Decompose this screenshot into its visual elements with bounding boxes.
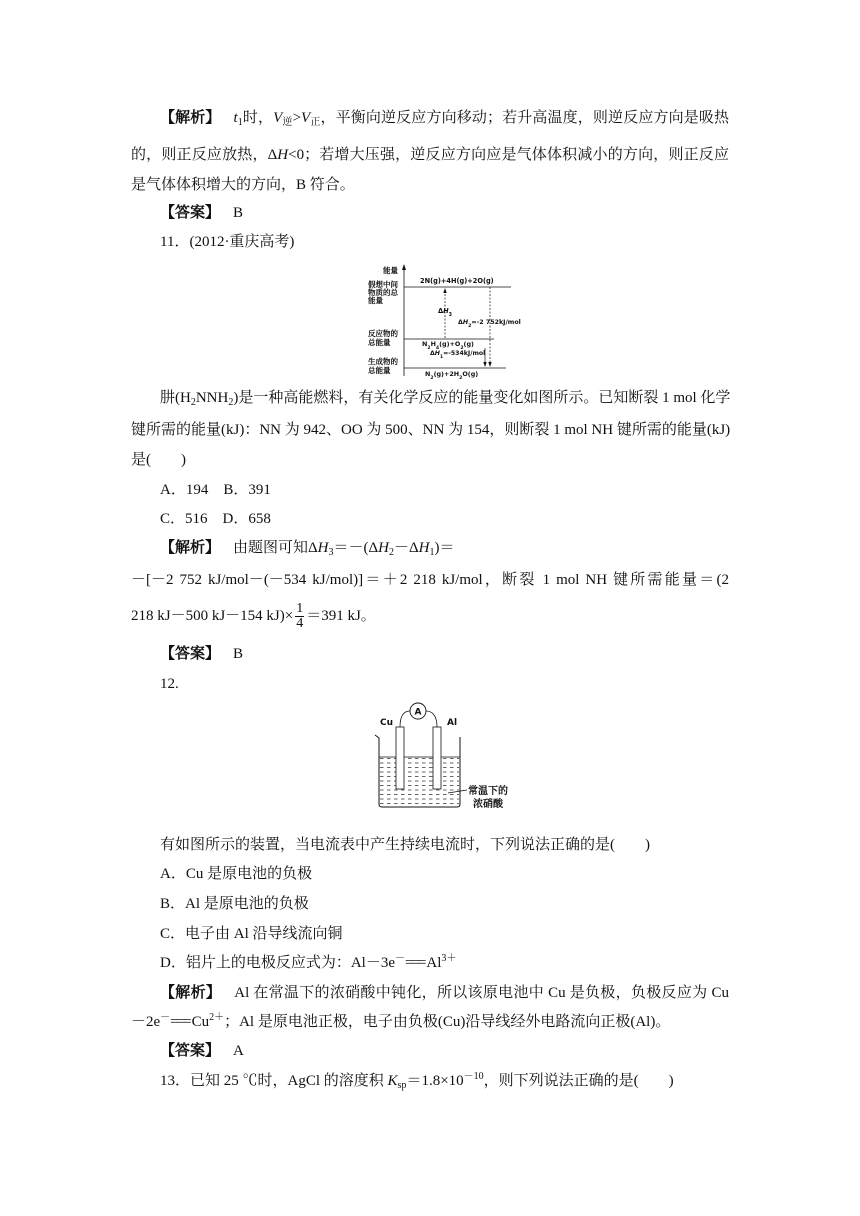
body-text: 是气体体积增大的方向，B 符合。 xyxy=(131,177,355,193)
body-text: －Δ xyxy=(394,540,419,556)
option-text: Al xyxy=(426,955,442,971)
intermediate-formula: 2N(g)+4H(g)+2O(g) xyxy=(420,277,494,285)
q11-stem-line-2 xyxy=(131,420,729,440)
dh1-label xyxy=(430,350,485,360)
subscript: 2 xyxy=(389,547,395,558)
q11-options-cd xyxy=(160,509,271,529)
body-text: > xyxy=(292,110,302,126)
q11-analysis-line-3 xyxy=(131,601,376,631)
body-text: ，平衡向逆反应方向移动；若升高温度，则逆反应方向是吸热 xyxy=(320,110,729,126)
aluminum-electrode xyxy=(433,727,441,789)
enthalpy-variable: H xyxy=(317,540,329,556)
galvanic-cell-diagram xyxy=(372,698,520,812)
q12-option-c xyxy=(160,924,343,944)
option-text: A．Cu 是原电池的负极 xyxy=(160,866,313,882)
option-text: A．194 B．391 xyxy=(160,482,271,498)
subscript: sp xyxy=(397,1080,407,1091)
subscript: 1 xyxy=(429,547,435,558)
delta-symbol: Δ xyxy=(438,307,444,315)
label-line: 生成物的 xyxy=(368,357,398,366)
q11-heading xyxy=(160,232,294,252)
ksp-variable: K xyxy=(387,1073,398,1089)
enthalpy-variable: H xyxy=(443,307,449,315)
q10-analysis-line-3 xyxy=(131,175,355,195)
label-line: 浓硝酸 xyxy=(473,799,503,810)
formula-part: N xyxy=(425,370,431,378)
superscript: －10 xyxy=(463,1071,484,1082)
delta-symbol: Δ xyxy=(458,319,463,326)
body-text: 时， xyxy=(242,110,274,126)
time-variable: t xyxy=(233,110,238,126)
question-number: 11．(2012·重庆高考) xyxy=(160,234,295,250)
body-text: Al 在常温下的浓硝酸中钝化，所以该原电池中 Cu 是负极，负极反应为 Cu xyxy=(234,985,729,1001)
subscript: 2 xyxy=(228,397,234,408)
ammeter-symbol: A xyxy=(414,707,422,718)
body-text: －2e xyxy=(131,1014,161,1030)
energy-axis-arrowhead xyxy=(402,264,406,270)
analysis-label: 【解析】 xyxy=(160,985,222,1001)
q12-option-a xyxy=(160,864,312,884)
answer-value: B xyxy=(233,205,244,221)
q10-answer xyxy=(160,203,243,223)
reactant-energy-label xyxy=(368,328,398,347)
enthalpy-variable: H xyxy=(434,350,440,357)
body-text: ；Al 是原电池正极，电子由负极(Cu)沿导线经外电路流向正极(Al)。 xyxy=(224,1014,671,1030)
aluminum-label: Al xyxy=(447,718,458,728)
label-line: 假想中间 xyxy=(368,280,398,289)
enthalpy-variable: H xyxy=(277,147,289,163)
q10-analysis-line-2 xyxy=(131,145,729,165)
subscript: 2 xyxy=(460,345,464,351)
q12-option-d xyxy=(160,953,456,973)
copper-label: Cu xyxy=(380,718,394,728)
fraction xyxy=(295,602,304,631)
intermediate-energy-label xyxy=(368,279,398,305)
body-text: 键所需的能量(kJ)：NN 为 942、OO 为 500、NN 为 154，则断裂 1 mol NH 键所需的能量(kJ) xyxy=(131,422,731,438)
q11-analysis-line-2 xyxy=(131,570,729,590)
q11-analysis-line-1 xyxy=(160,538,455,558)
body-text: ＝1.8×10 xyxy=(406,1073,464,1089)
subscript: 1 xyxy=(237,117,243,128)
subscript: 2 xyxy=(190,397,196,408)
q10-analysis-line-1 xyxy=(160,108,729,128)
product-energy-label xyxy=(368,356,398,375)
formula-part: H xyxy=(430,340,436,348)
subscript: 4 xyxy=(435,345,440,351)
q12-analysis-line-1 xyxy=(160,983,729,1003)
body-text: 肼(H xyxy=(160,390,191,406)
label-line: 物质的总 xyxy=(368,288,398,297)
dh1-value: =-534kJ/mol xyxy=(443,350,486,357)
energy-level-diagram xyxy=(366,262,528,380)
body-text: ，则下列说法正确的是( ) xyxy=(483,1073,674,1089)
body-text: 是( ) xyxy=(131,452,186,468)
q11-stem-line-3 xyxy=(131,450,186,470)
body-text: <0；若增大压强，逆反应方向应是气体体积减小的方向，则正反应 xyxy=(288,147,729,163)
option-text: D．铝片上的电极反应式为：Al－3e xyxy=(160,955,395,971)
subscript: 2 xyxy=(468,323,472,329)
answer-value: B xyxy=(233,646,244,662)
q12-stem xyxy=(160,835,650,855)
solution-label xyxy=(468,784,508,810)
left-wire xyxy=(400,711,410,727)
enthalpy-variable: H xyxy=(378,540,390,556)
superscript: 3＋ xyxy=(441,953,457,964)
product-formula xyxy=(425,370,478,380)
superscript: 2＋ xyxy=(209,1012,225,1023)
body-text: 218 kJ－500 kJ－154 kJ)× xyxy=(131,607,294,624)
subscript: 3 xyxy=(328,547,334,558)
answer-label: 【答案】 xyxy=(160,205,221,221)
q12-option-b xyxy=(160,894,309,914)
fraction-numerator: 1 xyxy=(296,601,304,616)
enthalpy-variable: H xyxy=(462,319,469,326)
question-number: 12. xyxy=(160,676,179,692)
body-text: ＝391 kJ。 xyxy=(306,607,376,624)
dh2-arrowhead xyxy=(488,362,491,367)
formula-part: (g)+2H xyxy=(433,370,460,378)
q11-stem-line-1 xyxy=(160,388,729,408)
body-text: )＝ xyxy=(434,540,455,556)
body-text: NNH xyxy=(195,390,229,406)
body-text: －[－2 752 kJ/mol－(－534 kJ/mol)]＝＋2 218 kJ/mol，断裂 1 mol NH 键所需能量＝(2 xyxy=(131,572,729,588)
nitric-acid-solution xyxy=(380,758,459,806)
label-line: 能量 xyxy=(368,296,383,305)
body-text: ＝－(Δ xyxy=(333,540,379,556)
body-text: 的，则正反应放热，Δ xyxy=(131,147,278,163)
fraction-denominator: 4 xyxy=(296,616,304,631)
right-wire xyxy=(426,711,437,727)
equals-sign: === xyxy=(405,955,425,971)
q12-analysis-line-2 xyxy=(131,1012,670,1032)
formula-part: O(g) xyxy=(462,370,479,378)
answer-label: 【答案】 xyxy=(160,646,221,662)
subscript: 1 xyxy=(439,354,444,360)
subscript: 2 xyxy=(430,375,434,380)
analysis-label: 【解析】 xyxy=(160,110,221,126)
formula-part: (g)+O xyxy=(439,340,461,348)
option-text: C．516 D．658 xyxy=(160,511,271,527)
delta-symbol: Δ xyxy=(430,350,435,357)
q13-stem xyxy=(160,1071,674,1091)
label-line: 总能量 xyxy=(368,366,391,375)
label-line: 反应物的 xyxy=(368,329,398,338)
superscript: － xyxy=(395,953,405,964)
label-line: 常温下的 xyxy=(468,786,508,797)
enthalpy-variable: H xyxy=(418,540,430,556)
q11-answer xyxy=(160,644,243,664)
subscript: 逆 xyxy=(282,117,293,128)
body-text: 13．已知 25 ℃时，AgCl 的溶度积 xyxy=(160,1073,388,1089)
dh2-value: =-2 752kJ/mol xyxy=(471,319,521,326)
rate-variable: V xyxy=(301,110,311,126)
subscript: 2 xyxy=(459,375,463,380)
option-text: B．Al 是原电池的负极 xyxy=(160,896,309,912)
energy-axis-label: 能量 xyxy=(383,266,398,275)
reactant-formula xyxy=(422,340,474,351)
dh2-label xyxy=(458,319,521,329)
copper-electrode xyxy=(396,727,404,789)
subscript: 正 xyxy=(310,117,321,128)
body-text: 有如图所示的装置，当电流表中产生持续电流时，下列说法正确的是( ) xyxy=(160,837,650,853)
body-text: 由题图可知Δ xyxy=(233,540,318,556)
body-text: )是一种高能燃料，有关化学反应的能量变化如图所示。已知断裂 1 mol 化学 xyxy=(233,390,731,406)
q12-answer xyxy=(160,1041,244,1061)
subscript: 3 xyxy=(448,312,452,318)
q11-options-ab xyxy=(160,480,271,500)
body-text: Cu xyxy=(191,1014,210,1030)
dh3-arrowhead xyxy=(443,288,446,293)
option-text: C．电子由 Al 沿导线流向铜 xyxy=(160,926,343,942)
rate-variable: V xyxy=(273,110,283,126)
formula-part: (g) xyxy=(463,340,474,348)
subscript: 2 xyxy=(427,345,431,351)
formula-part: N xyxy=(422,340,428,348)
equals-sign: === xyxy=(170,1014,190,1030)
q12-heading xyxy=(160,674,179,694)
dh1-arrowhead xyxy=(483,362,486,367)
answer-value: A xyxy=(233,1043,244,1059)
analysis-label: 【解析】 xyxy=(160,540,221,556)
answer-label: 【答案】 xyxy=(160,1043,221,1059)
superscript: － xyxy=(160,1012,171,1023)
label-line: 总能量 xyxy=(368,338,391,347)
